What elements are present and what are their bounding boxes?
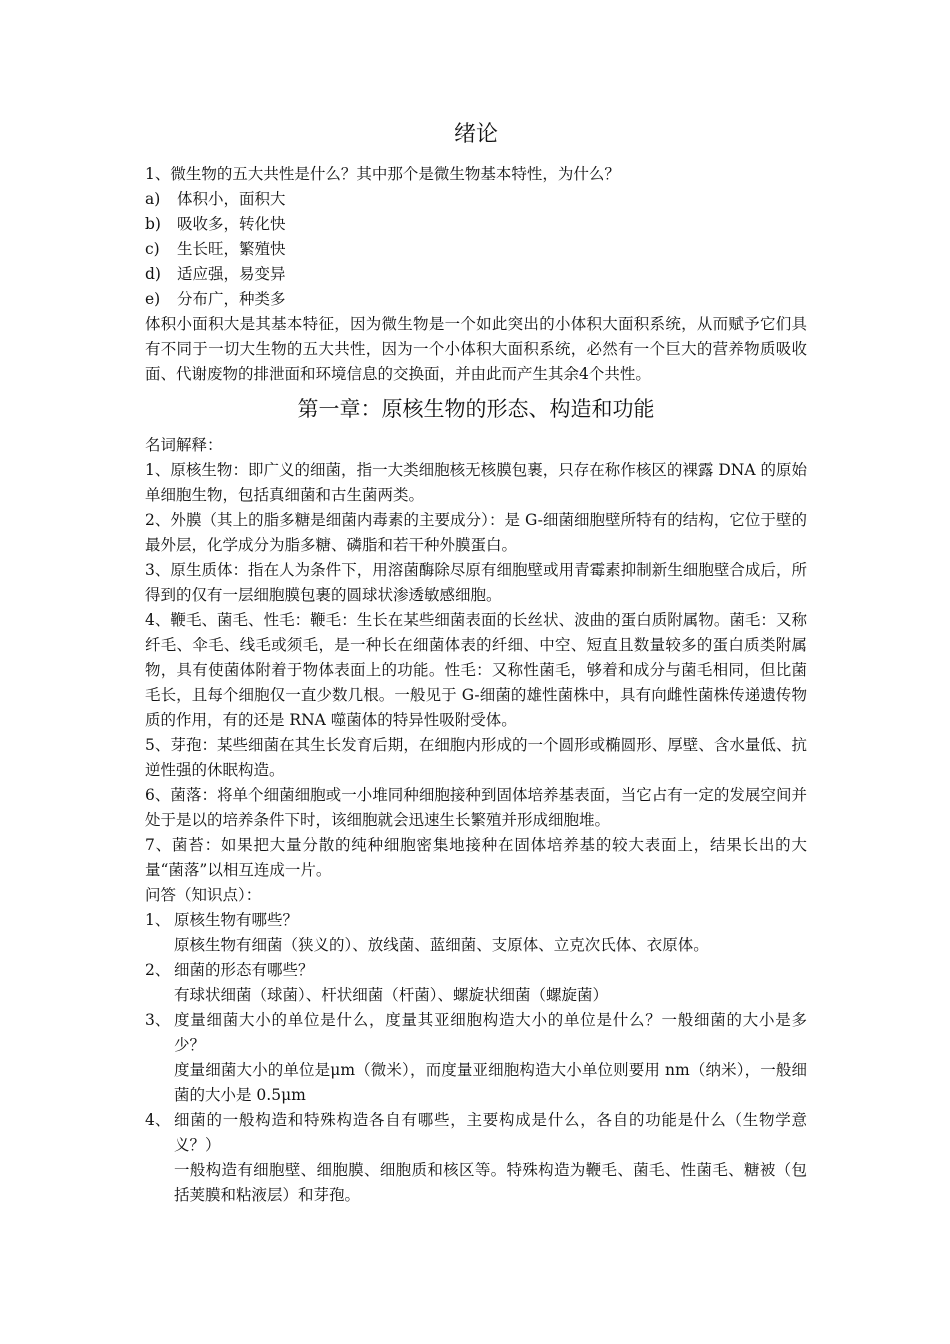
qa-question: 原核生物有哪些？ <box>174 911 299 929</box>
option-item <box>145 237 807 262</box>
intro-question: 1、微生物的五大共性是什么？其中那个是微生物基本特性，为什么？ <box>145 165 620 183</box>
term-entry: 7、菌苔：如果把大量分散的纯种细胞密集地接种在固体培养基的较大表面上，结果长出的大量“菌落”以相互连成一片。 <box>145 836 807 879</box>
qa-question: 细菌的形态有哪些？ <box>174 961 314 979</box>
qa-item <box>145 1108 807 1208</box>
intro-title: 绪论 <box>453 122 498 147</box>
term-entry: 5、芽孢：某些细菌在其生长发育后期，在细胞内形成的一个圆形或椭圆形、厚壁、含水量低、抗逆性强的休眠构造。 <box>145 736 807 779</box>
intro-answer: 体积小面积大是其基本特征，因为微生物是一个如此突出的小体积大面积系统，从而赋予它们具有不同于一切大生物的五大共性，因为一个小体积大面积系统，必然有一个巨大的营养物质吸收面、代谢废物的排泄面和环境信息的交换面，并由此而产生其余4个共性。 <box>145 315 807 383</box>
qa-answer: 一般构造有细胞壁、细胞膜、细胞质和核区等。特殊构造为鞭毛、菌毛、性菌毛、糖被（包括荚膜和粘液层）和芽孢。 <box>174 1161 807 1204</box>
qa-number: 1、 <box>145 911 171 929</box>
term-entry: 2、外膜（其上的脂多糖是细菌内毒素的主要成分）：是 G-细菌细胞壁所特有的结构，它位于壁的最外层，化学成分为脂多糖、磷脂和若干种外膜蛋白。 <box>145 511 807 554</box>
option-text: 吸收多，转化快 <box>177 215 286 233</box>
qa-item <box>145 908 807 958</box>
option-label: b) <box>145 215 161 233</box>
qa-number: 3、 <box>145 1011 171 1029</box>
chapter-title: 第一章：原核生物的形态、构造和功能 <box>297 397 655 421</box>
term-entry: 4、鞭毛、菌毛、性毛：鞭毛：生长在某些细菌表面的长丝状、波曲的蛋白质附属物。菌毛：又称纤毛、伞毛、线毛或须毛，是一种长在细菌体表的纤细、中空、短直且数量较多的蛋白质类附属物，具有使菌体附着于物体表面上的功能。性毛：又称性菌毛，够着和成分与菌毛相同，但比菌毛长，且每个细胞仅一直少数几根。一般见于 G-细菌的雄性菌株中，具有向雌性菌株传递遗传物质的作用，有的还是 RNA 噬菌体的特异性吸附受体。 <box>145 611 807 729</box>
qa-heading: 问答（知识点）： <box>145 886 262 904</box>
option-item <box>145 212 807 237</box>
option-text: 分布广，种类多 <box>177 290 286 308</box>
option-label: a) <box>145 190 161 208</box>
option-text: 体积小，面积大 <box>177 190 286 208</box>
qa-answer: 有球状细菌（球菌）、杆状细菌（杆菌）、螺旋状细菌（螺旋菌） <box>174 986 609 1004</box>
option-item <box>145 187 807 212</box>
option-label: d) <box>145 265 161 283</box>
qa-number: 4、 <box>145 1111 171 1129</box>
option-text: 适应强，易变异 <box>177 265 286 283</box>
option-text: 生长旺，繁殖快 <box>177 240 286 258</box>
option-item <box>145 262 807 287</box>
document-page <box>145 118 807 1208</box>
terms-heading: 名词解释： <box>145 436 223 454</box>
term-entry: 1、原核生物：即广义的细菌，指一大类细胞核无核膜包裹，只存在称作核区的裸露 DNA 的原始单细胞生物，包括真细菌和古生菌两类。 <box>145 461 807 504</box>
qa-item <box>145 958 807 1008</box>
qa-answer: 原核生物有细菌（狭义的）、放线菌、蓝细菌、支原体、立克次氏体、衣原体。 <box>174 936 709 954</box>
qa-answer: 度量细菌大小的单位是μm（微米），而度量亚细胞构造大小单位则要用 nm（纳米），一般细菌的大小是 0.5μm <box>174 1061 807 1104</box>
qa-question: 度量细菌大小的单位是什么，度量其亚细胞构造大小的单位是什么？一般细菌的大小是多少？ <box>174 1011 807 1054</box>
term-entry: 6、菌落：将单个细菌细胞或一小堆同种细胞接种到固体培养基表面，当它占有一定的发展空间并处于是以的培养条件下时，该细胞就会迅速生长繁殖并形成细胞堆。 <box>145 786 807 829</box>
qa-number: 2、 <box>145 961 171 979</box>
qa-item <box>145 1008 807 1108</box>
term-entry: 3、原生质体：指在人为条件下，用溶菌酶除尽原有细胞壁或用青霉素抑制新生细胞壁合成后，所得到的仅有一层细胞膜包裹的圆球状渗透敏感细胞。 <box>145 561 807 604</box>
option-label: e) <box>145 290 161 308</box>
option-item <box>145 287 807 312</box>
option-label: c) <box>145 240 160 258</box>
qa-question: 细菌的一般构造和特殊构造各自有哪些，主要构成是什么，各自的功能是什么（生物学意义？） <box>174 1111 807 1154</box>
